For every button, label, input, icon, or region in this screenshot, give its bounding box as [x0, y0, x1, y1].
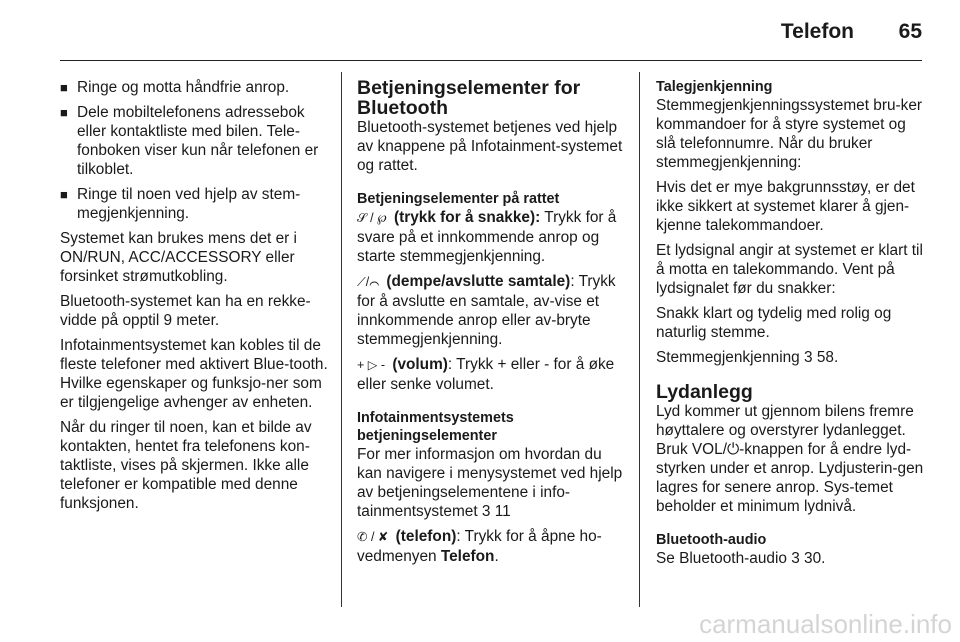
- watermark: carmanualsonline.info: [699, 609, 952, 639]
- mute-end-call-icon: ⟋/⌒: [357, 275, 380, 289]
- subheading: Bluetooth-audio: [656, 532, 767, 548]
- column-1: [60, 78, 328, 519]
- paragraph: Lyd kommer ut gjennom bilens fremre høyttalere og overstyrer lydanlegget. Bruk VOL/⏻-knappen for å endre lyd-styrken under et anrop. Lydjusterin-gen lagres for senere anrop. Sys-temet beholder et minimum lydnivå.: [656, 403, 924, 515]
- paragraph: Snakk klart og tydelig med rolig og naturlig stemme.: [656, 305, 892, 341]
- column-3: [656, 78, 924, 574]
- control-item: 𝒮 / ℘ (trykk for å snakke): Trykk for å svare på et innkommende anrop og starte stemmegjenkjenning.: [357, 209, 617, 265]
- column-2: [357, 78, 625, 572]
- control-item: + ▷ - (volum): Trykk + eller - for å øke eller senke volumet.: [357, 356, 615, 393]
- bullet-icon: ■: [60, 80, 68, 95]
- control-item: ⟋/⌒ (dempe/avslutte samtale): Trykk for å avslutte en samtale, av-vise et innkommende anrop eller av-bryte stemmegjenkjenning.: [357, 273, 616, 348]
- list-item: ■ Ringe og motta håndfrie anrop.: [60, 79, 290, 96]
- paragraph: Stemmegjenkjenningssystemet bru-ker kommandoer for å styre systemet og slå telefonnumre. Når du bruker stemmegjenkjenning:: [656, 97, 923, 171]
- list-item: ■ Ringe til noen ved hjelp av stem-megjenkjenning.: [60, 186, 301, 222]
- feature-list: [60, 78, 328, 223]
- page-reference: 3 30.: [791, 550, 826, 567]
- subheading: Talegjenkjenning: [656, 79, 773, 95]
- subheading: Betjeningselementer på rattet: [357, 191, 560, 207]
- paragraph: Infotainmentsystemet kan kobles til de fleste telefoner med aktivert Blue-tooth. Hvilke egenskaper og funksjo-ner som er tilgjengelige avhenger av enheten.: [60, 337, 328, 411]
- section-heading: Betjeningselementer for Bluetooth: [357, 77, 581, 119]
- volume-icon: + ▷ -: [357, 358, 386, 372]
- subheading: Infotainmentsystemets betjeningselementer: [357, 410, 514, 444]
- page-reference: 3 58.: [804, 349, 839, 366]
- paragraph: Stemmegjenkjenning 3 58.: [656, 349, 839, 366]
- paragraph: Systemet kan brukes mens det er i ON/RUN, ACC/ACCESSORY eller forsinket strømutkobling.: [60, 230, 297, 285]
- bullet-icon: ■: [60, 187, 68, 202]
- paragraph: Hvis det er mye bakgrunnsstøy, er det ikke sikkert at systemet klarer å gjen-kjenne talekommandoer.: [656, 179, 915, 234]
- page-number: 65: [898, 20, 922, 43]
- page-header: [60, 0, 922, 61]
- page-reference: 3 11: [481, 503, 511, 520]
- column-divider: [639, 72, 640, 607]
- control-item: ✆ / ✘ (telefon): Trykk for å åpne ho-vedmenyen Telefon.: [357, 528, 602, 565]
- paragraph: For mer informasjon om hvordan du kan navigere i menysystemet ved hjelp av betjeningselementene i info-tainmentsystemet 3 11: [357, 446, 623, 520]
- phone-icon: ✆ / ✘: [357, 530, 389, 544]
- paragraph: Bluetooth-systemet kan ha en rekke-vidde på opptil 9 meter.: [60, 293, 311, 329]
- bullet-icon: ■: [60, 105, 68, 120]
- list-item: ■ Dele mobiltelefonens adressebok eller kontaktliste med bilen. Tele-fonboken viser kun når telefonen er tilkoblet.: [60, 104, 319, 178]
- paragraph: Et lydsignal angir at systemet er klart til å motta en talekommando. Vent på lydsignalet før du snakker:: [656, 242, 923, 297]
- paragraph: Når du ringer til noen, kan et bilde av kontakten, hentet fra telefonens kon-taktliste, vises på skjermen. Ikke alle telefoner er kompatible med denne funksjonen.: [60, 419, 312, 512]
- page-title: Telefon: [780, 20, 854, 43]
- paragraph: Bluetooth-systemet betjenes ved hjelp av knappene på Infotainment-systemet og rattet.: [357, 119, 623, 174]
- section-heading: Lydanlegg: [656, 381, 753, 403]
- push-to-talk-icon: 𝒮 / ℘: [357, 211, 387, 225]
- column-divider: [341, 72, 342, 607]
- paragraph: Se Bluetooth-audio 3 30.: [656, 550, 826, 567]
